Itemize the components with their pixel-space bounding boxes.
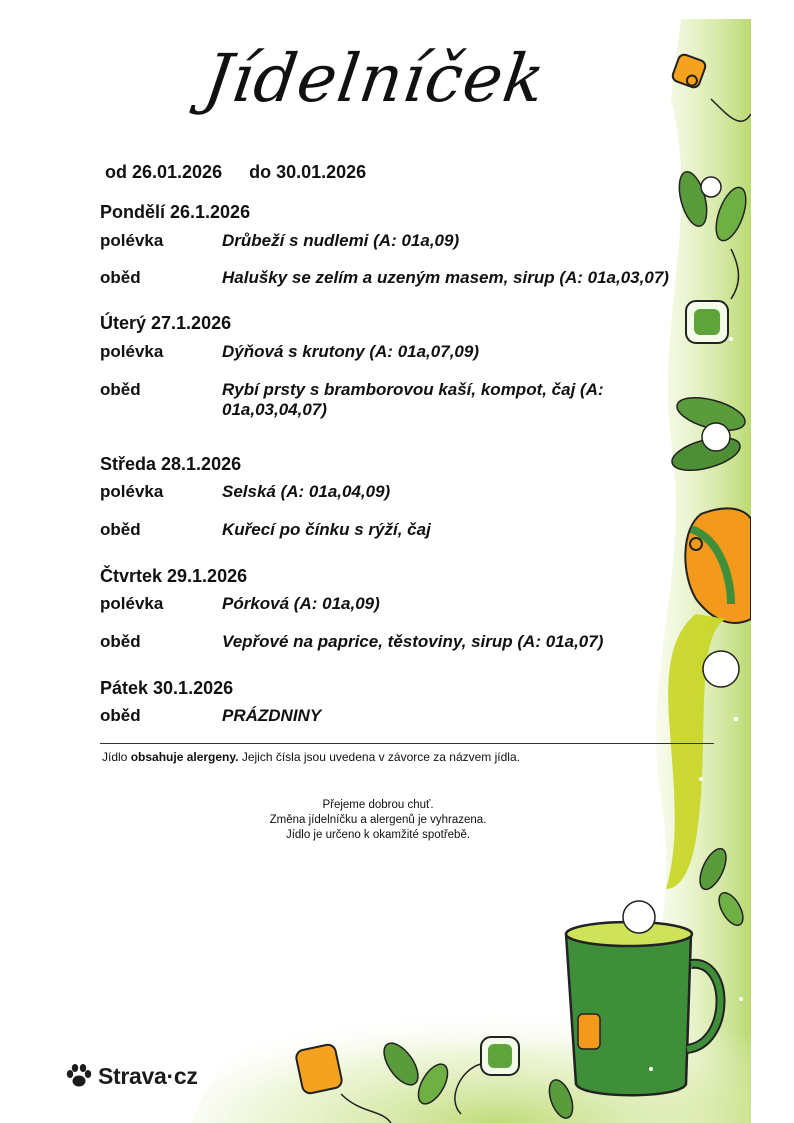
day-heading-monday: Pondělí 26.1.2026 xyxy=(100,202,251,222)
closing-line: Jídlo je určeno k okamžité spotřebě. xyxy=(285,829,471,841)
lunch-friday: PRÁZDNINY xyxy=(222,706,322,725)
soup-wednesday: Selská (A: 01a,04,09) xyxy=(222,482,391,501)
date-to: do 30.01.2026 xyxy=(249,162,367,182)
soup-label: polévka xyxy=(100,231,164,250)
soup-label: polévka xyxy=(100,594,164,613)
allergen-note-rest: Jejich čísla jsou uvedena v závorce za názvem jídla. xyxy=(238,750,520,764)
paw-icon xyxy=(64,1062,94,1090)
lunch-wednesday: Kuřecí po čínku s rýží, čaj xyxy=(222,520,431,539)
closing-text xyxy=(200,798,556,843)
brand-logo xyxy=(64,1062,198,1090)
day-heading-friday: Pátek 30.1.2026 xyxy=(100,678,234,698)
soup-label: polévka xyxy=(100,482,164,501)
soup-thursday: Pórková (A: 01a,09) xyxy=(222,594,380,613)
lunch-monday: Halušky se zelím a uzeným masem, sirup (A: 01a,03,07) xyxy=(222,268,669,287)
lunch-label: oběd xyxy=(100,268,141,287)
day-heading-tuesday: Úterý 27.1.2026 xyxy=(100,313,232,333)
allergen-note xyxy=(102,750,520,764)
lunch-tuesday: Rybí prsty s bramborovou kaší, kompot, čaj (A: 01a,03,04,07) xyxy=(222,380,604,419)
date-range xyxy=(105,162,366,183)
lunch-label: oběd xyxy=(100,520,141,539)
date-from: od 26.01.2026 xyxy=(105,162,223,182)
lunch-label: oběd xyxy=(100,706,141,725)
soup-label: polévka xyxy=(100,342,164,361)
allergen-note-prefix: Jídlo xyxy=(102,750,131,764)
page-title: Jídelníček xyxy=(199,40,551,117)
closing-line: Změna jídelníčku a alergenů je vyhrazena. xyxy=(269,814,487,826)
closing-line: Přejeme dobrou chuť. xyxy=(322,799,434,811)
day-heading-wednesday: Středa 28.1.2026 xyxy=(100,454,242,474)
day-heading-thursday: Čtvrtek 29.1.2026 xyxy=(100,566,248,586)
allergen-note-bold: obsahuje alergeny. xyxy=(130,750,239,764)
lunch-label: oběd xyxy=(100,632,141,651)
soup-tuesday: Dýňová s krutony (A: 01a,07,09) xyxy=(222,342,479,361)
lunch-label: oběd xyxy=(100,380,141,399)
brand-name: Strava·cz xyxy=(98,1062,198,1089)
soup-monday: Drůbeží s nudlemi (A: 01a,09) xyxy=(222,231,460,250)
lunch-thursday: Vepřové na paprice, těstoviny, sirup (A: 01a,07) xyxy=(222,632,604,651)
divider-line xyxy=(100,743,714,744)
